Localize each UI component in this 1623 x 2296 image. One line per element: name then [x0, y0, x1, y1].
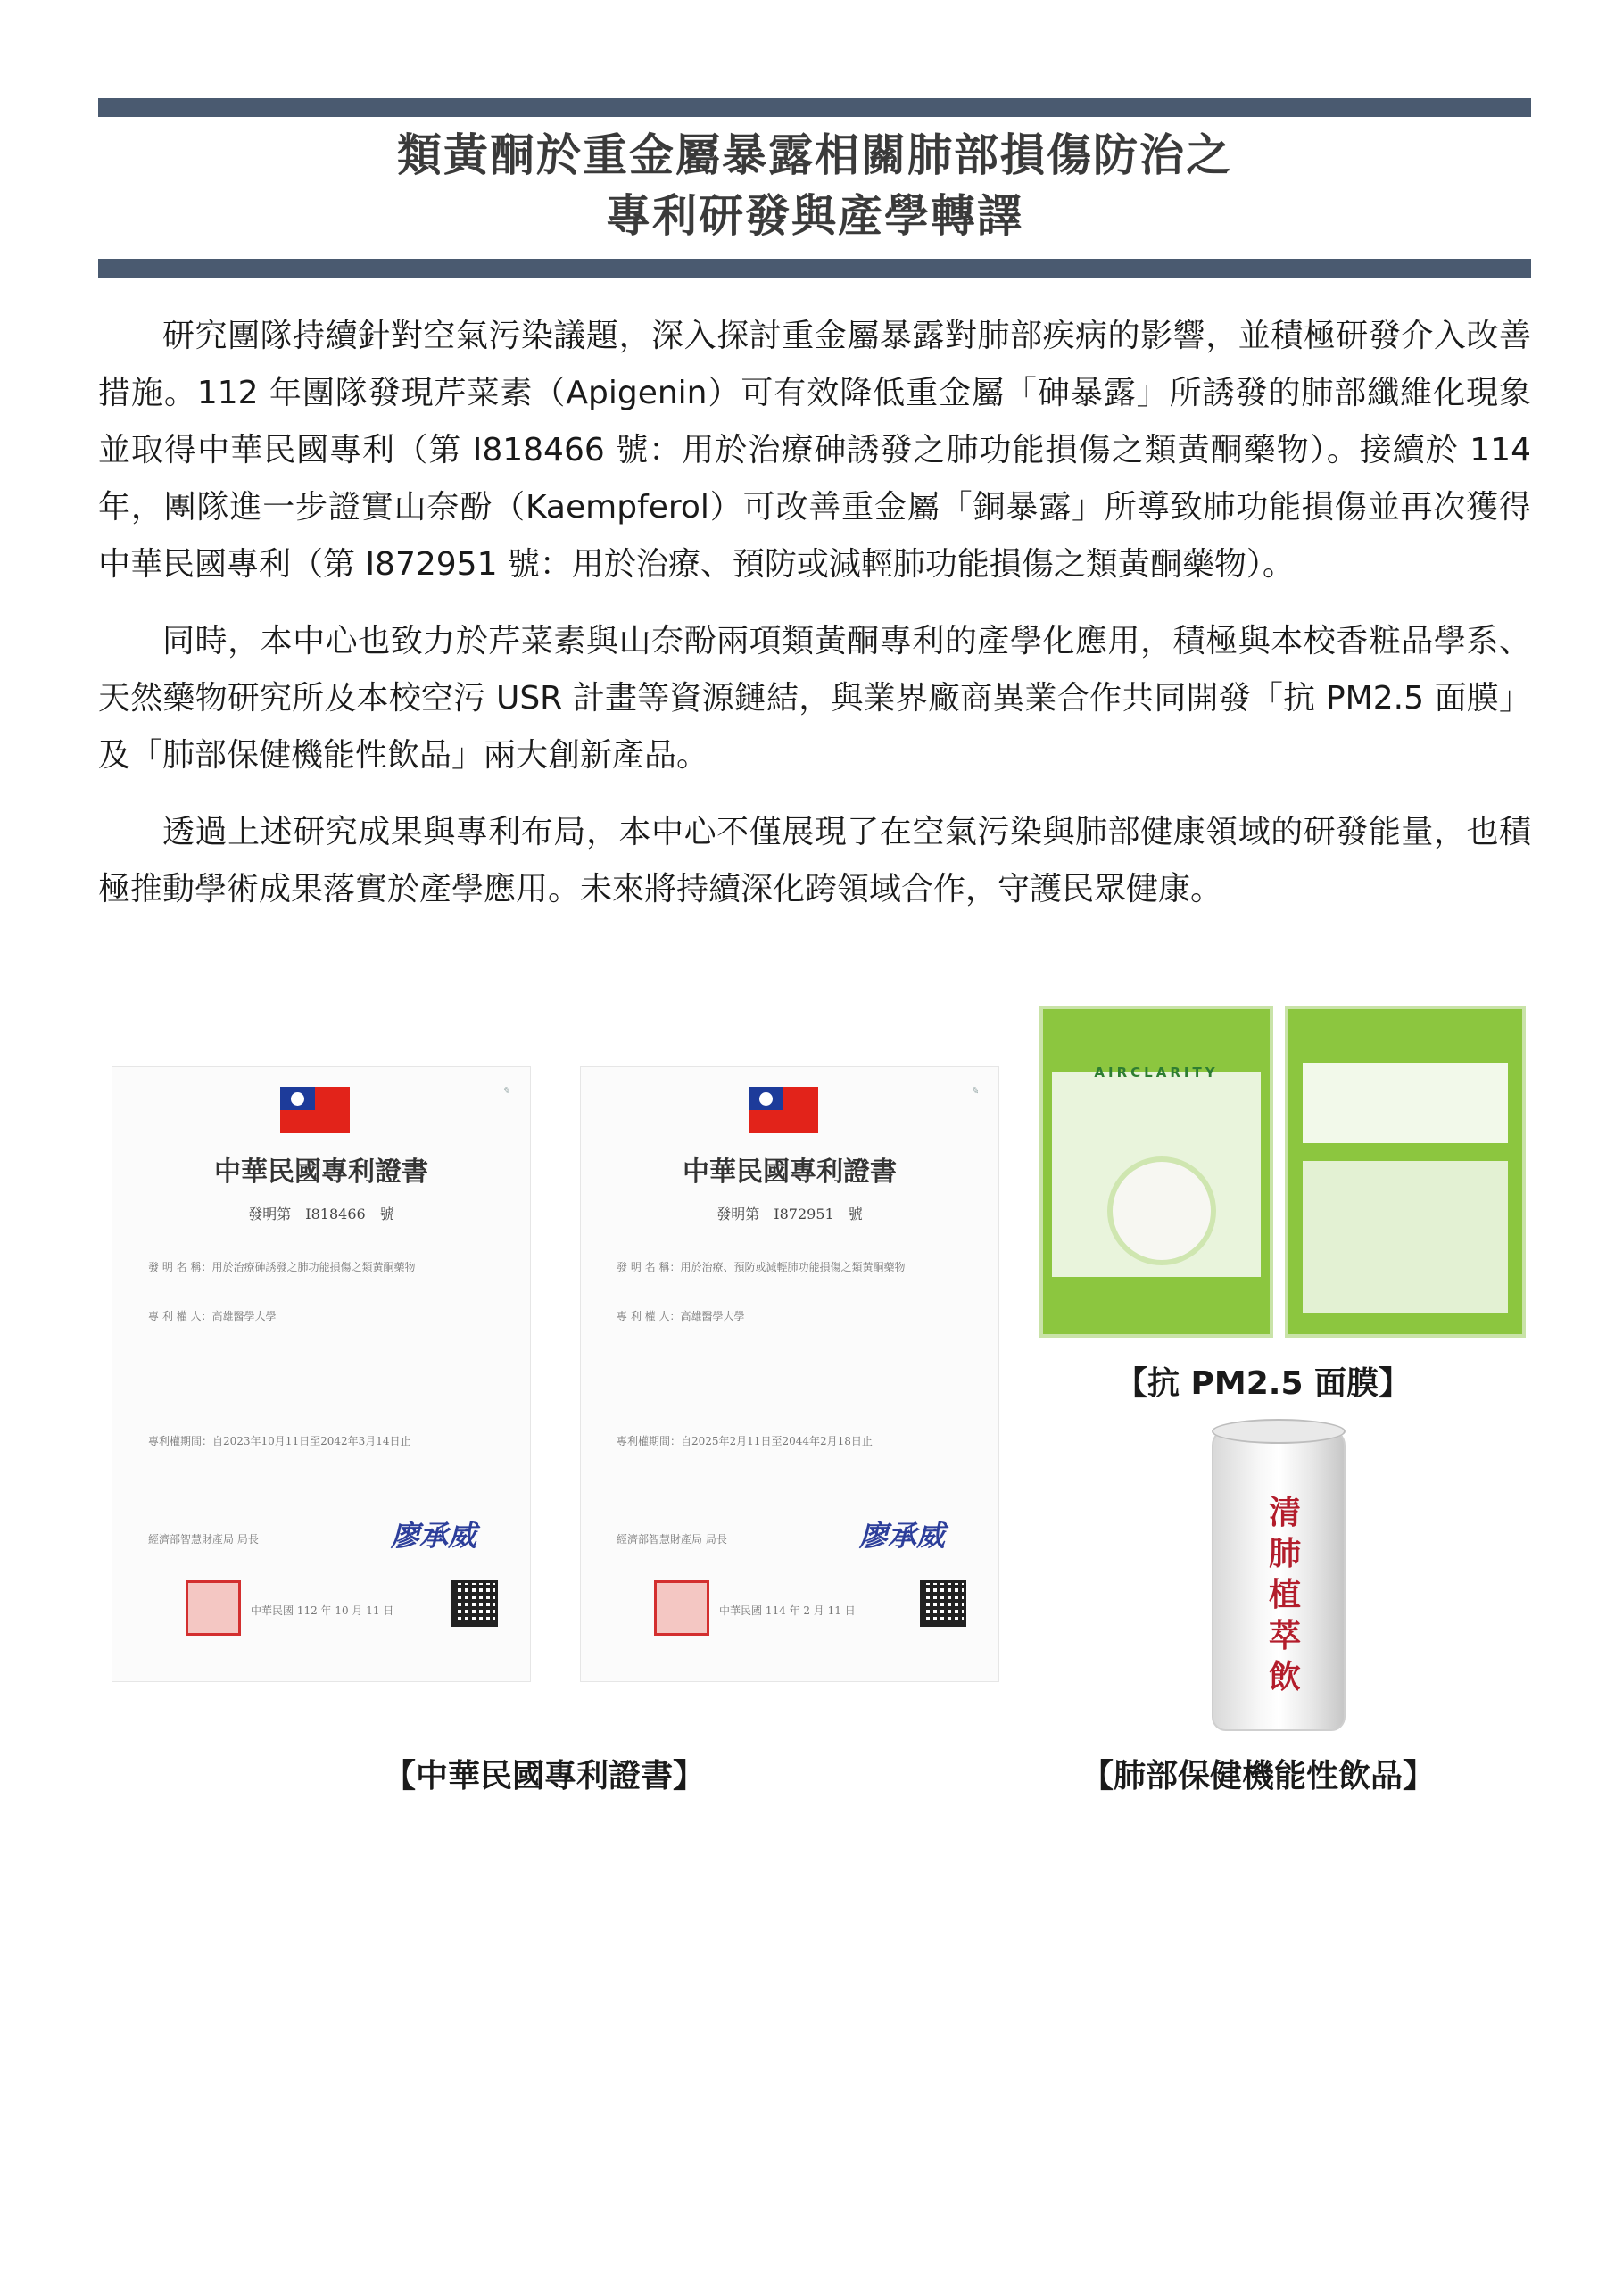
certificate-number: 發明第 I872951 號	[716, 1206, 863, 1223]
caption-mask: 【抗 PM2.5 面膜】	[1115, 1365, 1412, 1402]
roc-flag-icon	[280, 1087, 350, 1133]
roc-flag-icon	[749, 1087, 818, 1133]
certificate-title: 中華民國專利證書	[214, 1156, 428, 1188]
mask-back-info-bottom	[1303, 1161, 1508, 1313]
certificate-term: 專利權期間：自2025年2月11日至2044年2月18日止	[617, 1435, 873, 1447]
certificate-invention: 發 明 名 稱：用於治療、預防或減輕肺功能損傷之類黃酮藥物	[617, 1261, 906, 1273]
paragraph-2: 同時，本中心也致力於芹菜素與山奈酚兩項類黃酮專利的產學化應用，積極與本校香粧品學系、天然藥物研究所及本校空污 USR 計畫等資源鏈結，與業界廠商異業合作共同開發「抗 PM2.5 面膜」及「肺部保健機能性飲品」兩大創新產品。	[98, 623, 1531, 774]
mask-back-info-top	[1303, 1063, 1508, 1143]
can-top	[1212, 1419, 1346, 1444]
handwritten-note: ✎	[501, 1085, 510, 1097]
mask-face-icon	[1107, 1156, 1216, 1265]
caption-certificates: 【中華民國專利證書】	[384, 1758, 706, 1795]
certificate-date: 中華民國 114 年 2 月 11 日	[719, 1604, 856, 1617]
qr-code-icon	[451, 1580, 498, 1627]
title-rule-top	[98, 98, 1531, 117]
drink-can	[1212, 1428, 1346, 1731]
certificate-holder: 專 利 權 人：高雄醫學大學	[148, 1310, 277, 1322]
mask-package-front	[1039, 1006, 1273, 1338]
official-seal-icon	[654, 1580, 709, 1636]
patent-certificate-1	[112, 1066, 531, 1682]
certificate-term: 專利權期間：自2023年10月11日至2042年3月14日止	[148, 1435, 411, 1447]
qr-code-icon	[920, 1580, 966, 1627]
caption-drink: 【肺部保健機能性飲品】	[1081, 1758, 1436, 1795]
certificate-issuer: 經濟部智慧財產局 局長	[617, 1533, 727, 1546]
certificate-issuer: 經濟部智慧財產局 局長	[148, 1533, 259, 1546]
page-title-line-2: 專利研發與產學轉譯	[606, 190, 1023, 242]
can-label: 清肺植萃飲	[1268, 1494, 1301, 1695]
handwritten-note: ✎	[970, 1085, 979, 1097]
page-title-line-1: 類黃酮於重金屬暴露相關肺部損傷防治之	[397, 129, 1232, 181]
certificate-date: 中華民國 112 年 10 月 11 日	[251, 1604, 394, 1617]
article-body	[98, 308, 1531, 938]
official-seal-icon	[186, 1580, 241, 1636]
certificate-number: 發明第 I818466 號	[248, 1206, 394, 1223]
page-title	[98, 125, 1531, 246]
certificate-title: 中華民國專利證書	[683, 1156, 897, 1188]
certificate-signature: 廖承威	[390, 1519, 476, 1553]
mask-brand: AIRCLARITY	[1094, 1065, 1219, 1081]
mask-package-back	[1285, 1006, 1526, 1338]
paragraph-3: 透過上述研究成果與專利布局，本中心不僅展現了在空氣污染與肺部健康領域的研發能量，也積極推動學術成果落實於產學應用。未來將持續深化跨領域合作，守護民眾健康。	[98, 814, 1531, 908]
paragraph-1: 研究團隊持續針對空氣污染議題，深入探討重金屬暴露對肺部疾病的影響，並積極研發介入改善措施。112 年團隊發現芹菜素（Apigenin）可有效降低重金屬「砷暴露」所誘發的肺部纖維化現象並取得中華民國專利（第 I818466 號：用於治療砷誘發之肺功能損傷之類黃酮藥物）。接續於 114 年，團隊進一步證實山奈酚（Kaempferol）可改善重金屬「銅暴露」所導致肺功能損傷並再次獲得中華民國專利（第 I872951 號：用於治療、預防或減輕肺功能損傷之類黃酮藥物）。	[98, 318, 1531, 583]
title-rule-bottom	[98, 259, 1531, 278]
certificate-signature: 廖承威	[858, 1519, 945, 1553]
patent-certificate-2	[580, 1066, 999, 1682]
certificate-invention: 發 明 名 稱：用於治療砷誘發之肺功能損傷之類黃酮藥物	[148, 1261, 416, 1273]
certificate-holder: 專 利 權 人：高雄醫學大學	[617, 1310, 745, 1322]
